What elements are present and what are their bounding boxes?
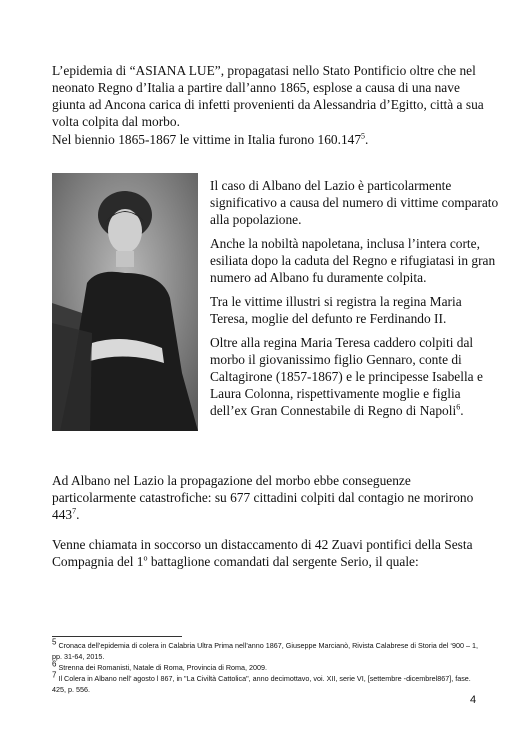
footnote-text: Cronaca dell’epidemia di colera in Calabria Ultra Prima nell’anno 1867, Giuseppe Marcianò, Rivista Calabrese di Storia del ‘900 – 1, pp. 31-64, 2015. (52, 641, 478, 661)
footnote-number: 6 (52, 659, 57, 669)
portrait-photo (52, 173, 198, 431)
side-text-block (210, 177, 500, 426)
footnote-text: Il Colera in Albano nell’ agosto l 867, in "La Civiltà Cattolica", anno decimottavo, voi. XII, serie VI, [settembre -dicembrel867], fase. 425, p. 556. (52, 674, 471, 694)
victims-paragraph (52, 131, 492, 148)
zuavi-paragraph (52, 536, 492, 570)
footnote-ref-5[interactable]: 5 (361, 131, 366, 141)
footnote-7 (52, 670, 482, 695)
albano-case-paragraph: Il caso di Albano del Lazio è particolarmente significativo a causa del numero di vittime comparato alla popolazione. (210, 178, 499, 227)
victims-list-text: Oltre alla regina Maria Teresa caddero colpiti dal morbo il giovanissimo figlio Gennaro, conte di Caltagirone (1857-1867) e le principesse Isabella e Laura Colonna, rispettivamente moglie e figlia dell’ex Gran Connestabile di Regno di Napoli (210, 335, 483, 418)
footnote-5 (52, 637, 482, 662)
footnote-ref-7[interactable]: 7 (72, 506, 77, 516)
victims-list-paragraph (210, 334, 500, 419)
page-number: 4 (470, 694, 477, 706)
nobility-paragraph: Anche la nobiltà napoletana, inclusa l’intera corte, esiliata dopo la caduta del Regno e rifugiatasi in gran numero ad Albano fu duramente colpita. (210, 236, 496, 285)
victims-list-end: . (460, 403, 464, 418)
victims-end: . (365, 132, 369, 147)
queen-paragraph: Tra le vittime illustri si registra la regina Maria Teresa, moglie del defunto re Ferdinando II. (210, 294, 462, 326)
zuavi-text-2: battaglione comandati dal sergente Serio, il quale: (147, 554, 419, 569)
victims-text: Nel biennio 1865-1867 le vittime in Italia furono 160.147 (52, 132, 362, 147)
footnote-6 (52, 659, 482, 673)
zuavi-text-1: Venne chiamata in soccorso un distaccamento di 42 Zuavi pontifici della Sesta Compagnia del 1 (52, 537, 473, 569)
footnote-ref-6[interactable]: 6 (456, 402, 461, 412)
footnote-separator (52, 636, 182, 637)
intro-paragraph: L’epidemia di “ASIANA LUE”, propagatasi nello Stato Pontificio oltre che nel neonato Regno d’Italia a partire dall’anno 1865, esplose a causa di una nave giunta ad Ancona carica di infetti provenienti da Alessandria d’Egitto, città a sua volta colpita dal morbo. (52, 63, 484, 129)
footnotes (52, 637, 482, 695)
footnote-text: Strenna dei Romanisti, Natale di Roma, Provincia di Roma, 2009. (56, 663, 267, 672)
albano-end: . (76, 507, 80, 522)
albano-paragraph (52, 472, 492, 523)
degree-mark: o (143, 553, 148, 563)
footnote-number: 7 (52, 670, 57, 680)
footnote-number: 5 (52, 637, 57, 647)
albano-text: Ad Albano nel Lazio la propagazione del morbo ebbe conseguenze particolarmente catastrofiche: su 677 cittadini colpiti dal contagio ne morirono 443 (52, 473, 474, 522)
